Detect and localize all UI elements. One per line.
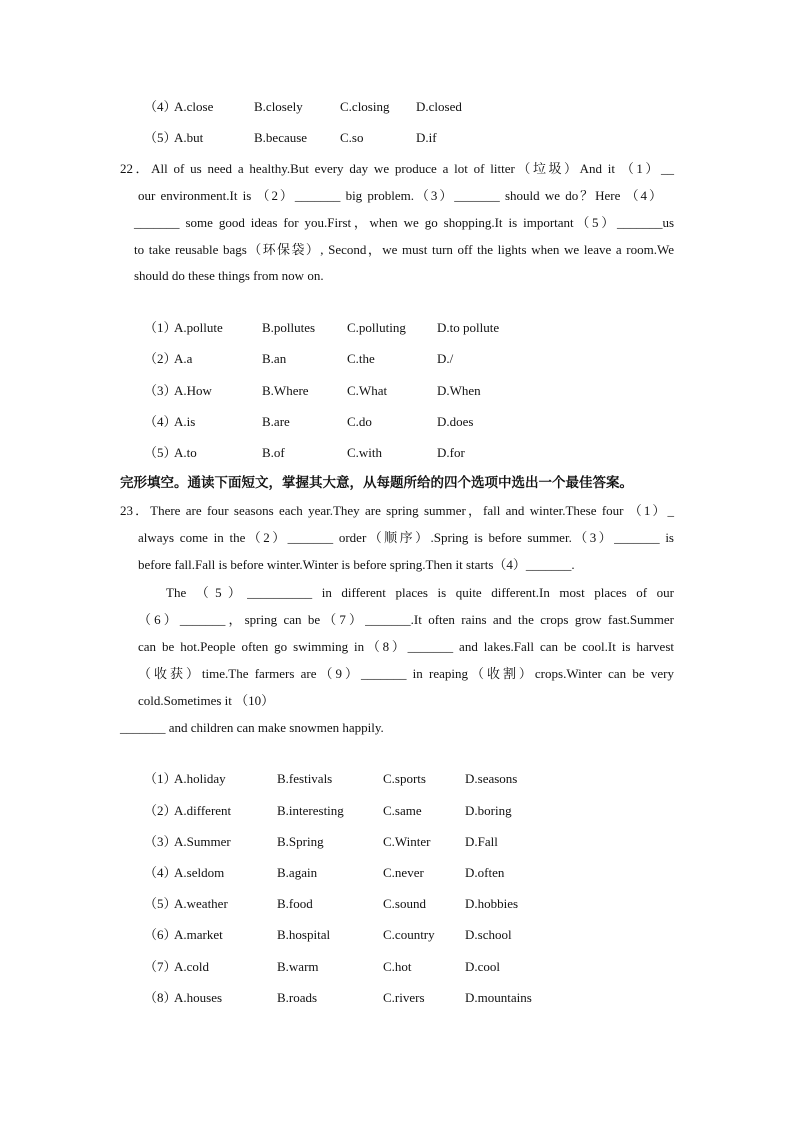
option-c: C.do — [347, 414, 372, 429]
option-a: A.holiday — [174, 771, 226, 786]
option-a: A.How — [174, 383, 212, 398]
option-c: C.country — [383, 927, 435, 942]
option-c: C.hot — [383, 959, 412, 974]
option-b: B.pollutes — [262, 320, 316, 335]
option-d: D.to pollute — [437, 320, 500, 335]
option-b: B.food — [277, 896, 313, 911]
option-b: B.interesting — [277, 803, 344, 818]
option-number: （6） — [144, 927, 177, 942]
passage-line: （收获）time.The farmers are（9）_______ in reaping（收割）crops.Winter can be very — [138, 666, 674, 681]
option-c: C.Winter — [383, 834, 431, 849]
option-d: D.school — [465, 927, 512, 942]
option-d: D./ — [437, 351, 454, 366]
section-instruction: 完形填空。通读下面短文，掌握其大意，从每题所给的四个选项中选出一个最佳答案。 — [120, 475, 633, 491]
passage-line: 23．There are four seasons each year.They are spring summer，fall and winter.These four （1）_ — [120, 503, 674, 518]
option-b: B.hospital — [277, 927, 331, 942]
passage-line: always come in the（2）_______ order（顺序）.Spring is before summer.（3）_______ is — [138, 530, 674, 545]
option-number: （4） — [144, 414, 177, 429]
option-number: （1） — [144, 771, 177, 786]
option-c: C.so — [340, 130, 364, 145]
option-c: C.same — [383, 803, 422, 818]
passage-line: to take reusable bags（环保袋）, Second，we must turn off the lights when we leave a room.We — [134, 242, 674, 257]
option-d: D.When — [437, 383, 481, 398]
option-d: D.if — [416, 130, 437, 145]
option-b: B.an — [262, 351, 287, 366]
passage-line: can be hot.People often go swimming in（8）_______ and lakes.Fall can be cool.It is harvest — [138, 639, 674, 654]
option-d: D.Fall — [465, 834, 498, 849]
option-a: A.a — [174, 351, 193, 366]
passage-line: cold.Sometimes it （10） — [138, 693, 275, 708]
option-d: D.for — [437, 445, 465, 460]
option-b: B.Spring — [277, 834, 324, 849]
passage-line: should do these things from now on. — [134, 268, 324, 283]
option-number: （7） — [144, 959, 177, 974]
option-number: （3） — [144, 834, 177, 849]
option-number: （8） — [144, 990, 177, 1005]
option-c: C.sound — [383, 896, 426, 911]
option-c: C.What — [347, 383, 388, 398]
option-c: C.the — [347, 351, 375, 366]
option-b: B.Where — [262, 383, 309, 398]
option-d: D.does — [437, 414, 474, 429]
option-number: （4） — [144, 865, 177, 880]
option-number: （2） — [144, 803, 177, 818]
option-number: （1） — [144, 320, 177, 335]
option-a: A.weather — [174, 896, 228, 911]
passage-line: before fall.Fall is before winter.Winter is before spring.Then it starts（4）_______. — [138, 557, 575, 572]
option-d: D.boring — [465, 803, 512, 818]
passage-line: _______ some good ideas for you.First，when we go shopping.It is important（5）_______us — [134, 215, 674, 230]
option-d: D.closed — [416, 99, 462, 114]
option-number: （4） — [144, 99, 177, 114]
option-c: C.with — [347, 445, 383, 460]
option-b: B.roads — [277, 990, 318, 1005]
option-a: A.close — [174, 99, 214, 114]
option-number: （5） — [144, 445, 177, 460]
option-a: A.different — [174, 803, 232, 818]
option-a: A.seldom — [174, 865, 225, 880]
option-c: C.sports — [383, 771, 426, 786]
option-number: （2） — [144, 351, 177, 366]
option-a: A.cold — [174, 959, 210, 974]
option-a: A.houses — [174, 990, 223, 1005]
passage-line: _______ and children can make snowmen happily. — [120, 720, 384, 735]
option-c: C.rivers — [383, 990, 425, 1005]
option-c: C.never — [383, 865, 424, 880]
option-c: C.closing — [340, 99, 390, 114]
option-c: C.polluting — [347, 320, 406, 335]
option-b: B.warm — [277, 959, 319, 974]
option-a: A.Summer — [174, 834, 231, 849]
option-a: A.market — [174, 927, 223, 942]
passage-line: our environment.It is （2）_______ big problem.（3）_______ should we do？Here （4） — [138, 188, 662, 203]
option-a: A.to — [174, 445, 197, 460]
option-b: B.closely — [254, 99, 303, 114]
option-number: （3） — [144, 383, 177, 398]
option-a: A.pollute — [174, 320, 223, 335]
option-a: A.is — [174, 414, 196, 429]
passage-line: The （5）__________ in different places is quite different.In most places of our — [166, 585, 674, 600]
option-b: B.again — [277, 865, 318, 880]
option-b: B.of — [262, 445, 285, 460]
option-number: （5） — [144, 130, 177, 145]
option-d: D.hobbies — [465, 896, 519, 911]
passage-line: （6）_______，spring can be（7）_______.It often rains and the crops grow fast.Summer — [138, 612, 674, 627]
option-d: D.often — [465, 865, 505, 880]
option-d: D.cool — [465, 959, 501, 974]
option-d: D.mountains — [465, 990, 532, 1005]
option-d: D.seasons — [465, 771, 518, 786]
option-number: （5） — [144, 896, 177, 911]
option-a: A.but — [174, 130, 204, 145]
option-b: B.are — [262, 414, 290, 429]
option-b: B.because — [254, 130, 308, 145]
option-b: B.festivals — [277, 771, 333, 786]
passage-line: 22．All of us need a healthy.But every day we produce a lot of litter（垃圾）And it （1）__ — [120, 161, 674, 176]
